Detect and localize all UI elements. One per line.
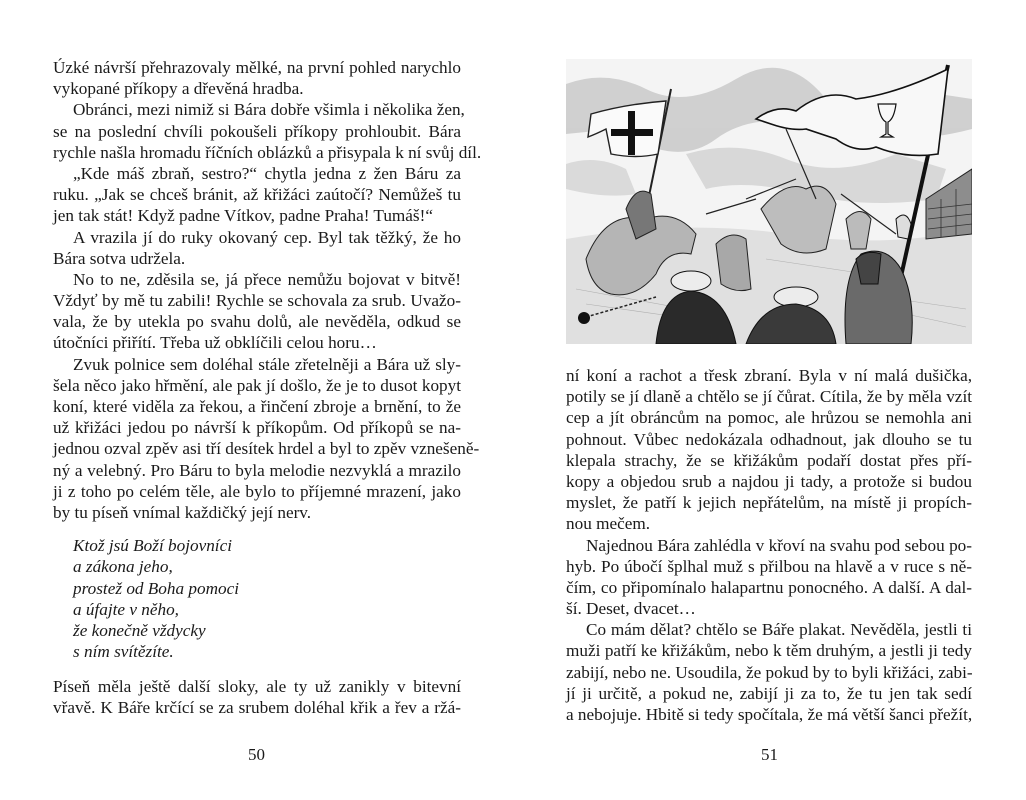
text-line: Vždyť by mě tu zabili! Rychle se schovala za srub. Uvažo- <box>53 291 461 311</box>
text-line: jednou ozval zpěv asi tří desítek hrdel a byl to zpěv vznešeně- <box>53 439 480 459</box>
text-line: pohnout. Vůbec nedokázala odhadnout, jak dlouho se tu <box>566 429 972 449</box>
text-line: koní, které viděla za řekou, a řinčení zbroje a brnění, to že <box>53 397 461 416</box>
text-line: nou mečem. <box>566 514 650 534</box>
right-page-text <box>566 365 972 725</box>
text-line: a nebojuje. Hbitě si tedy spočítala, že má větší šanci přežít, <box>566 705 973 724</box>
prose-before-verse <box>53 57 482 523</box>
text-line: ný a velebný. Pro Báru to byla melodie nezvyklá a mrazilo <box>53 460 461 480</box>
text-line: potily se jí dlaně a chtělo se jí čůrat. Cítila, že by měla vzít <box>566 387 972 407</box>
text-line: myslet, že patří k jejich nepřátelům, na místě ji propích- <box>566 493 972 513</box>
text-line: ruku. „Jak se chceš bránit, až křižáci zaútočí? Nemůžeš tu <box>53 185 461 205</box>
text-line: Píseň měla ještě další sloky, ale ty už zanikly v bitevní <box>53 677 461 697</box>
text-line: jí ji určitě, a pokud ne, zabijí ji za to, že tu jen tak sedí <box>566 683 972 703</box>
text-line: hyb. Po úbočí šplhal muž s přilbou na hlavě a v ruce s ně- <box>566 556 972 576</box>
text-line: No to ne, zděsila se, já přece nemůžu bojovat v bitvě! <box>73 269 461 289</box>
text-line: zabijí, nebo ne. Usoudila, že pokud by to byli křižáci, zabi- <box>566 662 973 682</box>
verse-line: prostež od Boha pomoci <box>73 578 239 598</box>
text-line: vala, že by utekla po svahu dolů, ale nevěděla, odkud se <box>53 312 461 332</box>
text-line: jen tak stát! Když padne Vítkov, padne Praha! Tumáš!“ <box>53 206 433 226</box>
text-line: muži patří ke křižákům, nebo k těm druhým, a jestli ji tedy <box>566 641 972 661</box>
verse-line: a zákona jeho, <box>73 557 173 577</box>
left-page-text <box>53 57 482 719</box>
verse-line: že konečně vždycky <box>73 620 206 640</box>
text-line: „Kde máš zbraň, sestro?“ chytla jedna z žen Báru za <box>73 163 461 183</box>
verse-line: a úfajte v něho, <box>73 599 179 619</box>
text-line: čím, co připomínalo halapartnu ponocného. A další. A dal- <box>566 577 972 597</box>
text-line: ji z toho po celém těle, ale bylo to příjemné mrazení, jako <box>53 481 461 501</box>
text-line: už křižáci jedou po návrší k příkopům. Od příkopů se na- <box>53 418 461 438</box>
text-line: A vrazila jí do ruky okovaný cep. Byl tak těžký, že ho <box>73 227 461 247</box>
text-line: vykopané příkopy a dřevěná hradba. <box>53 79 304 99</box>
hymn-verse <box>53 535 461 662</box>
text-line: Bára sotva udržela. <box>53 248 186 268</box>
text-line: šela něco jako hřmění, ale pak jí došlo, že je to dusot kopyt <box>53 375 461 395</box>
page-number-left: 50 <box>248 745 265 764</box>
right-page <box>513 0 1026 800</box>
text-line: by tu píseň vnímal každičký její nerv. <box>53 502 312 522</box>
page-number-right: 51 <box>761 745 778 764</box>
text-line: klepala strachy, že se křižákům podaří dostat přes pří- <box>566 450 972 470</box>
text-line: Úzké návrší přehrazovaly mělké, na první pohled narychlo <box>53 58 461 77</box>
battle-illustration <box>566 59 972 344</box>
text-line: ní koní a rachot a třesk zbraní. Byla v ní malá dušička, <box>566 366 972 385</box>
text-line: Zvuk polnice sem doléhal stále zřetelněji a Bára už sly- <box>73 354 461 374</box>
text-line: kopy a objedou srub a najdou ji tady, a protože si budou <box>566 471 972 491</box>
prose-after-verse <box>53 676 461 718</box>
verse-line: s ním svítězíte. <box>73 642 174 662</box>
text-line: útočníci přiřítí. Třeba už obklíčili celou horu… <box>53 333 377 353</box>
text-line: Obránci, mezi nimiž si Bára dobře všimla i několika žen, <box>73 100 465 120</box>
text-line: Najednou Bára zahlédla v křoví na svahu pod sebou po- <box>586 535 972 555</box>
text-line: se na poslední chvíli pokoušeli příkopy prohloubit. Bára <box>53 121 461 141</box>
verse-line: Ktož jsú Boží bojovníci <box>73 536 232 556</box>
text-line: rychle našla hromadu říčních oblázků a přisypala k ní svůj díl. <box>53 142 482 162</box>
text-line: Co mám dělat? chtělo se Báře plakat. Nevěděla, jestli ti <box>586 620 972 640</box>
text-line: vřavě. K Báře krčící se za srubem doléhal křik a řev a ržá- <box>53 698 461 718</box>
text-line: ší. Deset, dvacet… <box>566 599 696 619</box>
text-line: cep a jít obráncům na pomoc, ale hrůzou se nemohla ani <box>566 408 972 428</box>
